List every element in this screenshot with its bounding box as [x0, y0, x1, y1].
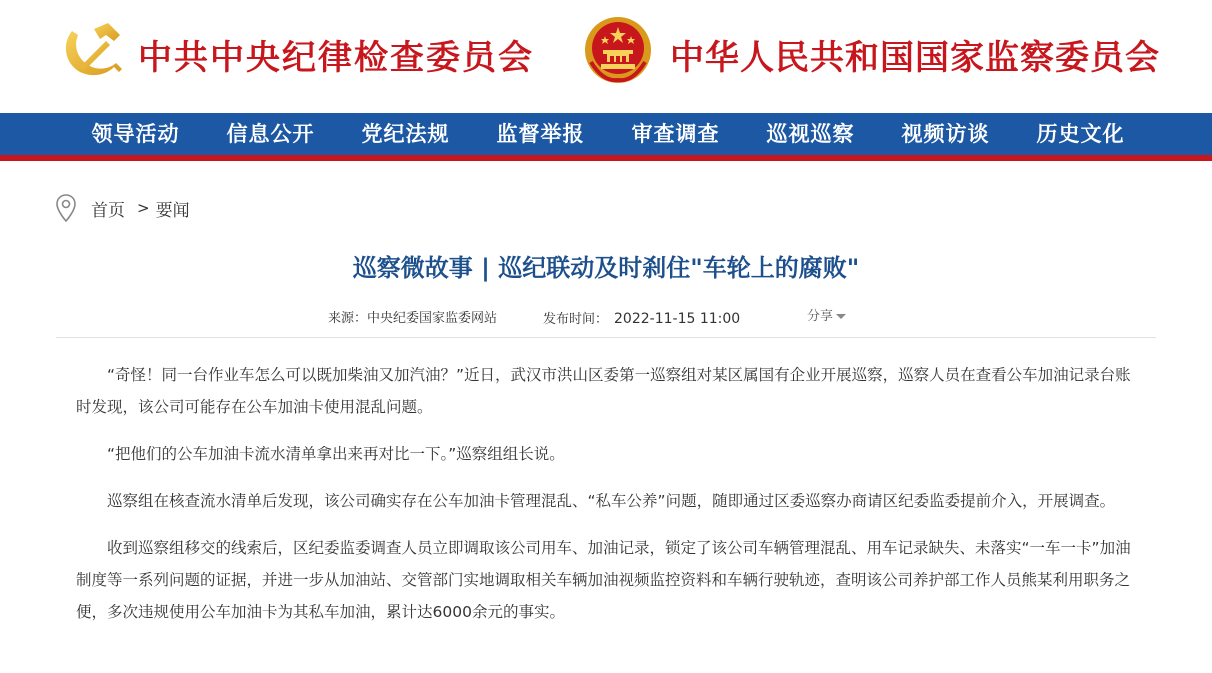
- article-source: 来源：中央纪委国家监委网站: [328, 311, 498, 326]
- share-label: 分享: [807, 309, 834, 324]
- article-paragraph: “奇怪！同一台作业车怎么可以既加柴油又加汽油？”近日，武汉市洪山区委第一巡察组对某区属国有企业开展巡察，巡察人员在查看公车加油记录台账时发现，该公司可能存在公车加油卡使用混乱问题。: [76, 366, 1131, 416]
- nav-item-video[interactable]: 视频访谈: [901, 121, 990, 146]
- article-paragraph: 收到巡察组移交的线索后，区纪委监委调查人员立即调取该公司用车、加油记录，锁定了该公司车辆管理混乱、用车记录缺失、未落实“一车一卡”加油制度等一系列问题的证据，并进一步从加油站、交管部门实地调取相关车辆加油视频监控资料和车辆行驶轨迹，查明该公司养护部工作人员熊某利用职务之便，多次违规使用公车加油卡为其私车加油，累计达6000余元的事实。: [76, 539, 1131, 621]
- nav-item-inspection[interactable]: 巡视巡察: [766, 121, 855, 146]
- nav-item-info-disclosure[interactable]: 信息公开: [226, 121, 315, 146]
- publish-time-value: 2022-11-15 11:00: [614, 311, 741, 327]
- article-title: 巡察微故事 | 巡纪联动及时刹住"车轮上的腐败": [352, 254, 860, 282]
- share-dropdown[interactable]: [807, 307, 846, 327]
- nav-items: [68, 113, 1148, 155]
- article-publish-time: [543, 309, 740, 330]
- nav-item-history[interactable]: 历史文化: [1036, 121, 1125, 146]
- org-name-left[interactable]: 中共中央纪律检查委员会: [138, 38, 534, 78]
- nav-item-report[interactable]: 监督举报: [496, 121, 585, 146]
- breadcrumb-separator: >: [137, 199, 150, 217]
- nav-accent-bar: [0, 155, 1212, 161]
- breadcrumb-home[interactable]: 首页: [91, 200, 125, 221]
- org-name-right[interactable]: 中华人民共和国国家监察委员会: [670, 38, 1160, 78]
- site-header: [0, 0, 1212, 113]
- publish-time-label: 发布时间：: [543, 312, 609, 327]
- nav-item-regulations[interactable]: 党纪法规: [361, 121, 450, 146]
- meta-divider: [56, 337, 1156, 338]
- main-nav: [0, 113, 1212, 155]
- national-emblem-icon: [583, 14, 653, 86]
- party-emblem-icon: [58, 17, 124, 83]
- location-pin-icon: [55, 193, 77, 223]
- caret-down-icon: [836, 314, 846, 319]
- nav-item-leadership[interactable]: 领导活动: [91, 121, 180, 146]
- nav-item-investigation[interactable]: 审查调查: [631, 121, 720, 146]
- breadcrumb: [55, 193, 190, 223]
- breadcrumb-current[interactable]: 要闻: [155, 200, 190, 221]
- article-paragraph: “把他们的公车加油卡流水清单拿出来再对比一下。”巡察组组长说。: [107, 445, 565, 463]
- article-body: [76, 359, 1136, 643]
- article-paragraph: 巡察组在核查流水清单后发现，该公司确实存在公车加油卡管理混乱、“私车公养”问题，随即通过区委巡察办商请区纪委监委提前介入，开展调查。: [107, 492, 1116, 510]
